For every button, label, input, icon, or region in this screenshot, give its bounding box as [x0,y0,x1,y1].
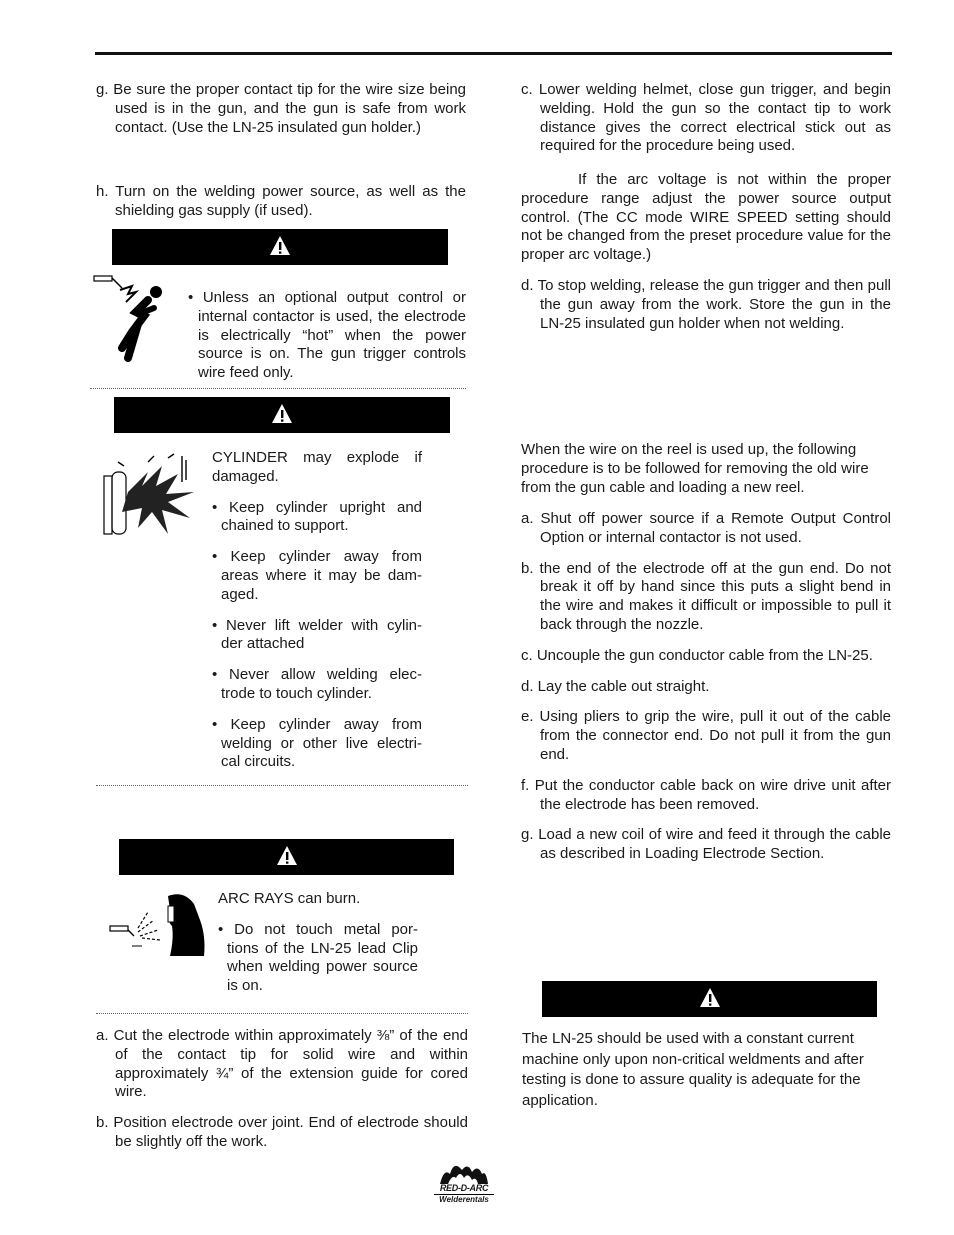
step-b: b. Position electrode over joint. End of electrode should be slightly off the work. [96,1114,468,1150]
reel-intro: When the wire on the reel is used up, the following procedure is to be followed for removing the old wire from the gun cable and loading a new reel. [521,441,869,496]
arc-warnings [218,890,418,1008]
arc-bullet: • Do not touch metal por- tions of the LN-25 lead Clip when welding power source is on. [218,920,418,995]
reel-step-e: e. Using pliers to grip the wire, pull it out of the cable from the connector end. Do not pull it from the gun end. [521,708,891,763]
warning-triangle-icon [271,403,293,425]
red-d-arc-logo [434,1160,494,1206]
cylinder-warnings [212,449,422,784]
reel-step-g: g. Load a new coil of wire and feed it through the cable as described in Loading Electrode Section. [521,826,891,863]
step-d: d. To stop welding, release the gun trigger and then pull the gun away from the work. Store the gun in the LN-25 insulated gun holder when not welding. [521,277,891,332]
cylinder-bullet-3: • Never lift welder with cylin- der attached [212,616,422,653]
warning1-text: • Unless an optional output control or internal contactor is used, the electrode is electrically “hot” when the power source is on. The gun trigger controls wire feed only. [188,289,466,382]
electric-shock-icon [92,272,168,362]
right-step-d-wrap [521,277,891,333]
reel-step-c: c. Uncouple the gun conductor cable from the LN-25. [521,646,873,664]
cylinder-bullet-4: • Never allow welding elec- trode to touch cylinder. [212,666,422,702]
left-column [96,81,466,137]
divider-3 [96,1013,468,1014]
cylinder-heading: CYLINDER may explode if damaged. [212,449,422,485]
reel-step-d: d. Lay the cable out straight. [521,677,710,695]
step-a: a. Cut the electrode within approximately ⅜” of the end of the contact tip for solid wire and within approximately ¾” of the extension guide for cored wire. [96,1027,468,1101]
cylinder-explosion-icon [98,452,202,538]
step-h: h. Turn on the welding power source, as well as the shielding gas supply (if used). [96,183,466,219]
steps-a-b [96,1027,468,1152]
reel-steps [521,510,891,864]
warning-bar-2 [114,397,450,433]
arc-voltage-note: If the arc voltage is not within the proper procedure range adjust the power source output control. (The CC mode WIRE SPEED setting should not be changed from the preset procedure value for the proper arc voltage.) [521,171,891,264]
reel-step-f: f. Put the conductor cable back on wire drive unit after the electrode has been removed. [521,776,891,813]
cylinder-bullet-1: • Keep cylinder upright and chained to support. [212,498,422,535]
logo-line-2: Welderentals [434,1194,494,1204]
caution-text: The LN-25 should be used with a constant current machine only upon non-critical weldments and after testing is done to assure quality is adequate for the application. [522,1030,864,1109]
cylinder-bullet-5: • Keep cylinder away from welding or other live electri- cal circuits. [212,715,422,771]
header-rule [95,52,892,55]
warning-bar-3 [119,839,454,875]
reel-step-b: b. the end of the electrode off at the gun end. Do not break it off by hand since this puts a slight bend in the wire and makes it difficult or impossible to pull it back through the nozzle. [521,559,891,633]
arc-rays-icon [108,890,212,960]
logo-line-1: RED-D-ARC [439,1183,489,1193]
warning-triangle-icon [276,845,298,867]
divider-1 [90,388,466,389]
divider-2 [96,785,468,786]
cylinder-bullet-2: • Keep cylinder away from areas where it may be dam- aged. [212,548,422,603]
step-h-wrap [96,183,466,221]
warning-triangle-icon [269,235,291,257]
warning-triangle-icon [699,987,721,1009]
arc-heading: ARC RAYS can burn. [218,890,361,907]
flame-logo-icon [438,1160,490,1184]
caution-bar [542,981,877,1017]
step-c: c. Lower welding helmet, close gun trigger, and begin welding. Hold the gun so the contact tip to work distance gives the correct electrical stick out as required for the procedure being used. [521,81,891,155]
right-step-c-wrap [521,81,891,156]
reel-step-a: a. Shut off power source if a Remote Output Control Option or internal contactor is not used. [521,510,891,546]
step-g: g. Be sure the proper contact tip for the wire size being used is in the gun, and the gun is safe from work contact. (Use the LN-25 insulated gun holder.) [96,81,466,136]
warning-bar-1 [112,229,448,265]
